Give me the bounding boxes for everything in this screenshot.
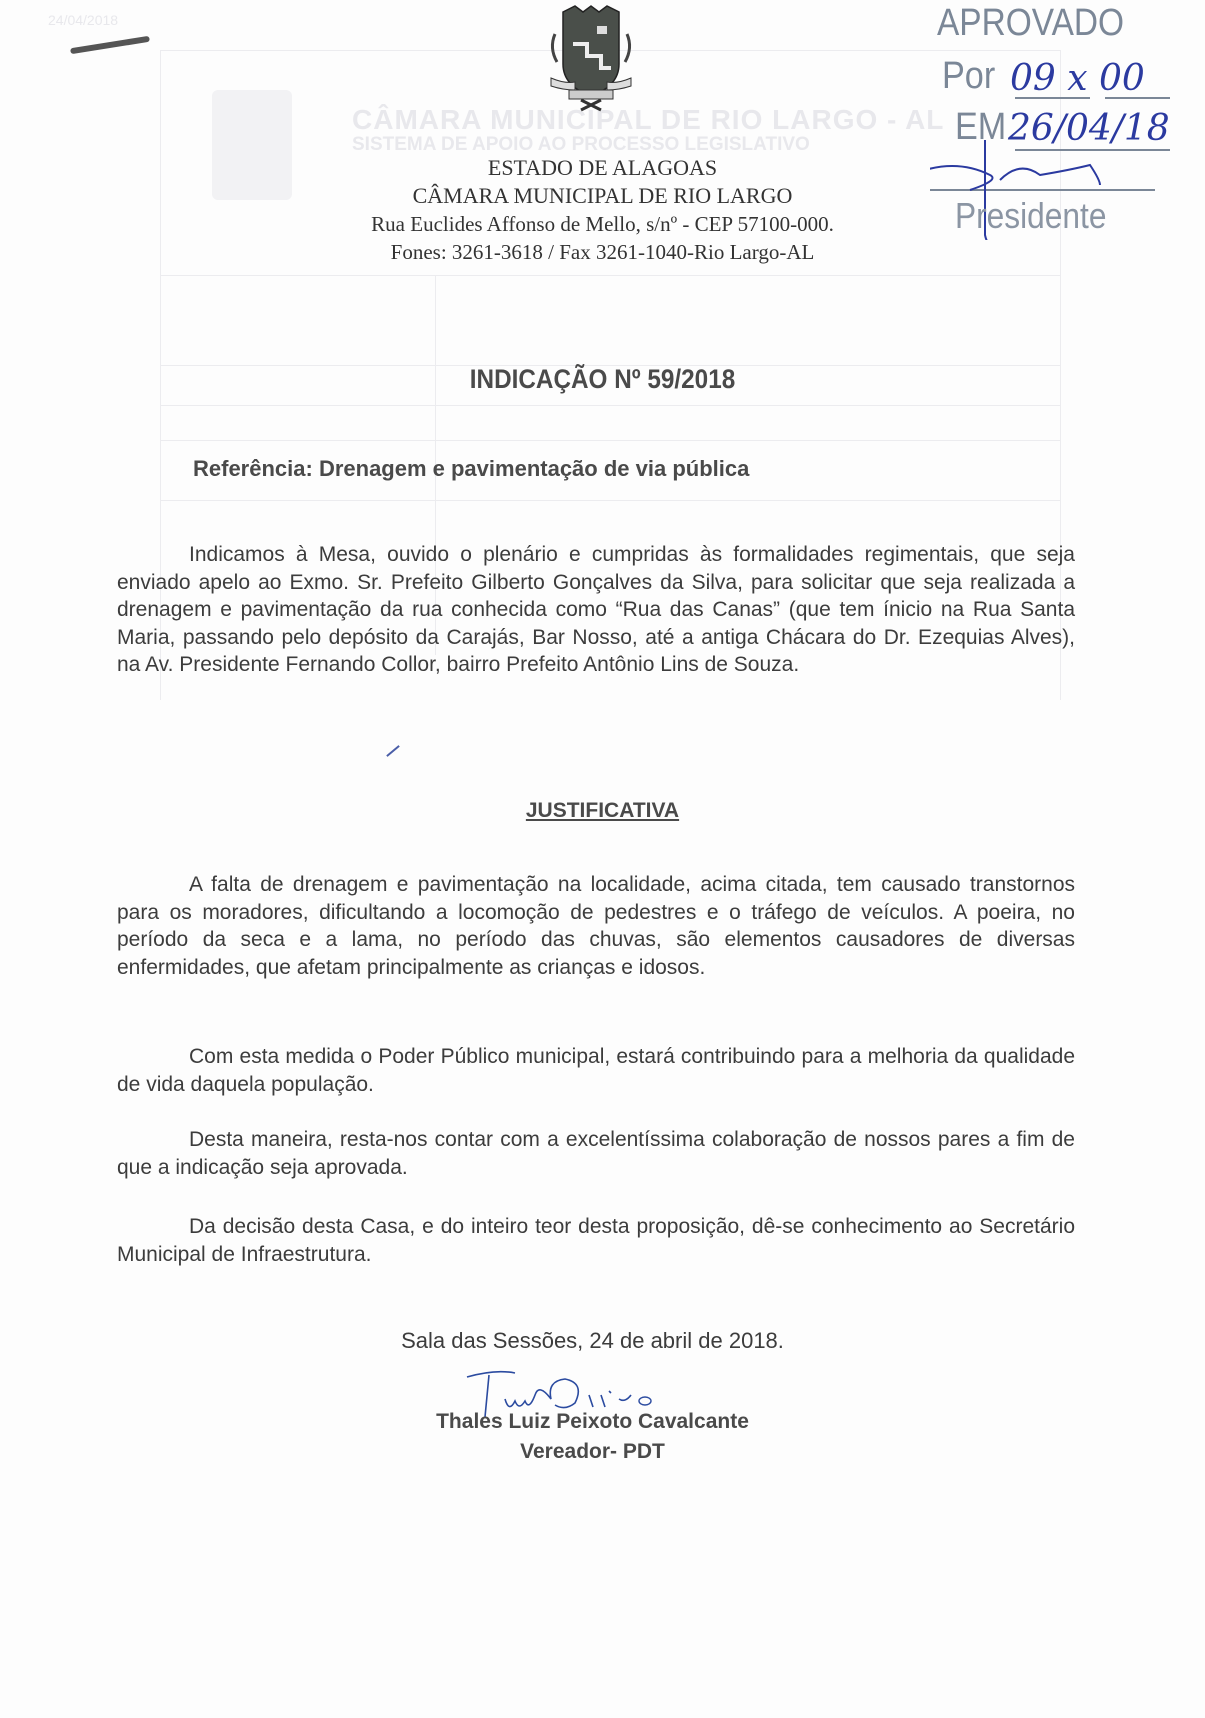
place-and-date: Sala das Sessões, 24 de abril de 2018. xyxy=(401,1328,784,1353)
justification-paragraph-text: A falta de drenagem e pavimentação na localidade, acima citada, tem causado transtornos para os moradores, dificultando a locomoção de pedestres e o tráfego de veículos. A poeira, no período da seca e a lama, no período das chuvas, são elementos causadores de diversas enfermidades, que afetam principalmente as crianças e idosos. xyxy=(117,873,1075,979)
bleed-through-rule xyxy=(160,500,1060,501)
bleed-through-text: 24/04/2018 xyxy=(48,12,119,28)
stamp-approved-label: APROVADO xyxy=(937,2,1125,44)
letterhead-chamber: CÂMARA MUNICIPAL DE RIO LARGO xyxy=(412,183,793,208)
justification-paragraph-text: Da decisão desta Casa, e do inteiro teor desta proposição, dê-se conhecimento ao Secretário Municipal de Infraestrutura. xyxy=(117,1215,1075,1266)
stamp-votes-handwritten: 09 x 00 xyxy=(1010,58,1145,99)
letterhead-state: ESTADO DE ALAGOAS xyxy=(487,155,718,180)
justification-paragraph xyxy=(117,1043,1075,1098)
justification-paragraph-text: Desta maneira, resta-nos contar com a excelentíssima colaboração de nossos pares a fim de que a indicação seja aprovada. xyxy=(117,1128,1075,1179)
pen-mark xyxy=(386,745,400,757)
justification-paragraph xyxy=(117,1213,1075,1268)
reference-line: Referência: Drenagem e pavimentação de via pública xyxy=(193,456,750,481)
stamp-date-handwritten: 26/04/18 xyxy=(1008,108,1170,149)
stamp-por-label: Por xyxy=(942,55,996,97)
letterhead-phones: Fones: 3261-3618 / Fax 3261-1040-Rio Largo-AL xyxy=(390,240,815,264)
justification-heading: JUSTIFICATIVA xyxy=(525,799,680,822)
justification-paragraph-text: Com esta medida o Poder Público municipal, estará contribuindo para a melhoria da qualidade de vida daquela população. xyxy=(117,1045,1075,1096)
coat-of-arms-icon xyxy=(545,4,637,112)
staple-mark xyxy=(70,36,150,54)
bleed-through-rule xyxy=(160,275,1060,276)
body-paragraph xyxy=(117,541,1075,679)
stamp-president-label: Presidente xyxy=(955,195,1107,236)
document-title: INDICAÇÃO Nº 59/2018 xyxy=(469,364,736,394)
bleed-through-rule xyxy=(160,405,1060,406)
bleed-through-subheader: SISTEMA DE APOIO AO PROCESSO LEGISLATIVO xyxy=(352,134,810,155)
letterhead-address: Rua Euclides Affonso de Mello, s/nº - CEP 57100-000. xyxy=(371,212,834,236)
body-paragraph-text: Indicamos à Mesa, ouvido o plenário e cumpridas às formalidades regimentais, que seja enviado apelo ao Exmo. Sr. Prefeito Gilberto Gonçalves da Silva, para solicitar que seja realizada a drenagem e pavimentação da rua conhecida como “Rua das Canas” (que tem ínicio na Rua Santa Maria, passando pelo depósito da Carajás, Bar Nosso, até a antiga Chácara do Dr. Ezequias Alves), na Av. Presidente Fernando Collor, bairro Prefeito Antônio Lins de Souza. xyxy=(117,543,1075,676)
bleed-through-header: CÂMARA MUNICIPAL DE RIO LARGO - AL xyxy=(352,104,945,135)
justification-paragraph xyxy=(117,871,1075,981)
stamp-em-label: EM xyxy=(955,106,1007,148)
bleed-through-rule xyxy=(160,440,1060,441)
justification-paragraph xyxy=(117,1126,1075,1181)
signer-role: Vereador- PDT xyxy=(520,1440,665,1463)
signer-name: Thales Luiz Peixoto Cavalcante xyxy=(436,1410,749,1433)
